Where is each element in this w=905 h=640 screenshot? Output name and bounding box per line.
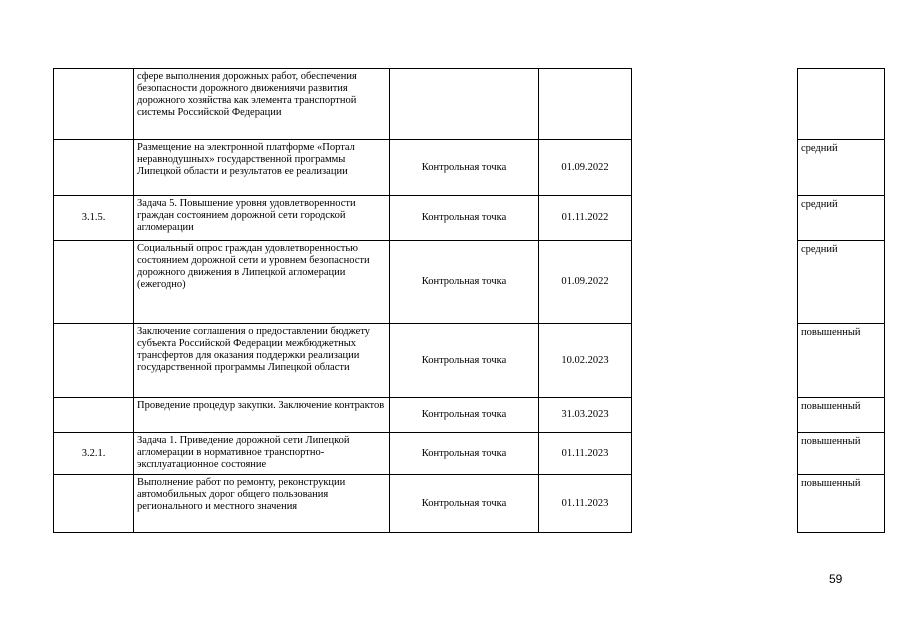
side-row xyxy=(798,433,885,475)
row-type: Контрольная точка xyxy=(390,475,539,533)
row-number xyxy=(54,324,134,398)
row-description: Задача 1. Приведение дорожной сети Липецкой агломерации в нормативное транспортно-эксплуатационное состояние xyxy=(134,433,390,475)
row-date: 01.11.2022 xyxy=(539,196,632,241)
row-number xyxy=(54,140,134,196)
side-table-body xyxy=(798,69,885,533)
row-description: Выполнение работ по ремонту, реконструкции автомобильных дорог общего пользования регионального и местного значения xyxy=(134,475,390,533)
table-row xyxy=(54,241,632,324)
row-number xyxy=(54,241,134,324)
table-row xyxy=(54,398,632,433)
table-row xyxy=(54,69,632,140)
side-table xyxy=(797,68,885,533)
row-number: 3.1.5. xyxy=(54,196,134,241)
table-row xyxy=(54,475,632,533)
row-description: сфере выполнения дорожных работ, обеспечения безопасности дорожного движениячи развития дорожного хозяйства как элемента транспортной системы Российской Федерации xyxy=(134,69,390,140)
table-row xyxy=(54,324,632,398)
side-row xyxy=(798,196,885,241)
row-type: Контрольная точка xyxy=(390,324,539,398)
row-number xyxy=(54,398,134,433)
table-row xyxy=(54,140,632,196)
row-date: 01.11.2023 xyxy=(539,433,632,475)
row-description: Задача 5. Повышение уровня удовлетворенности граждан состоянием дорожной сети городской агломерации xyxy=(134,196,390,241)
row-date xyxy=(539,69,632,140)
row-type: Контрольная точка xyxy=(390,196,539,241)
row-date: 01.11.2023 xyxy=(539,475,632,533)
row-level: повышенный xyxy=(798,324,885,398)
row-level: средний xyxy=(798,241,885,324)
table-row xyxy=(54,433,632,475)
row-number xyxy=(54,475,134,533)
row-type: Контрольная точка xyxy=(390,433,539,475)
table-row xyxy=(54,196,632,241)
row-type xyxy=(390,69,539,140)
side-row xyxy=(798,69,885,140)
row-level: повышенный xyxy=(798,398,885,433)
row-type: Контрольная точка xyxy=(390,241,539,324)
main-table xyxy=(53,68,632,533)
row-number: 3.2.1. xyxy=(54,433,134,475)
row-date: 10.02.2023 xyxy=(539,324,632,398)
side-row xyxy=(798,140,885,196)
row-type: Контрольная точка xyxy=(390,140,539,196)
row-description: Размещение на электронной платформе «Портал неравнодушных» государственной программы Липецкой области и результатов ее реализации xyxy=(134,140,390,196)
side-row xyxy=(798,475,885,533)
row-date: 31.03.2023 xyxy=(539,398,632,433)
row-level: повышенный xyxy=(798,433,885,475)
row-level: повышенный xyxy=(798,475,885,533)
row-number xyxy=(54,69,134,140)
main-table-body xyxy=(54,69,632,533)
row-type: Контрольная точка xyxy=(390,398,539,433)
side-row xyxy=(798,241,885,324)
side-row xyxy=(798,398,885,433)
page-number: 59 xyxy=(829,572,843,586)
row-level: средний xyxy=(798,140,885,196)
row-description: Проведение процедур закупки. Заключение контрактов xyxy=(134,398,390,433)
row-description: Социальный опрос граждан удовлетворенностью состоянием дорожной сети и уровнем безопасности дорожного движения в Липецкой агломерации (ежегодно) xyxy=(134,241,390,324)
row-date: 01.09.2022 xyxy=(539,241,632,324)
row-description: Заключение соглашения о предоставлении бюджету субъекта Российской Федерации межбюджетных трансфертов для оказания поддержки реализации государственной программы Липецкой области xyxy=(134,324,390,398)
row-level: средний xyxy=(798,196,885,241)
row-date: 01.09.2022 xyxy=(539,140,632,196)
row-level xyxy=(798,69,885,140)
side-row xyxy=(798,324,885,398)
